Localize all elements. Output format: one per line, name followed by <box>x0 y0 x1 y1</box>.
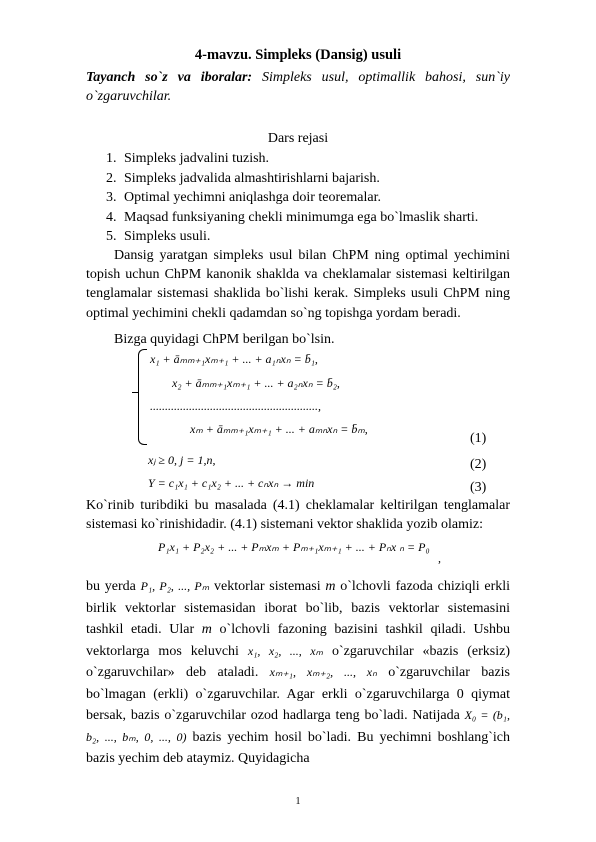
basis-text: o`zgaruvchilar bazis bo`lmagan (erkli) o`zgaruvchilar. Agar erkli o`zgaruvchilarga 0 qiymat bersak, bazis o`zgaruvchilar ozod hadlarga teng bo`ladi. Natijada <box>86 665 510 723</box>
dimension-m: m <box>201 622 212 637</box>
basis-text: bazis yechim hosil bo`ladi. Bu yechimni boshlang`ich bazis yechim deb ataymiz. Quyidagicha <box>86 729 510 766</box>
vector-equation-comma: , <box>438 551 441 565</box>
given-line: Bizga quyidagi ChPM berilgan bo`lsin. <box>114 332 335 347</box>
objective-function: Y = c₁x₁ + c₁x₂ + ... + cₙxₙ → min <box>148 476 315 490</box>
equation-number-1: (1) <box>470 431 487 446</box>
system-brace <box>138 349 147 445</box>
system-row-1: x₁ + āₘₘ₊₁xₘ₊₁ + ... + a₁ₙxₙ = b̄₁, <box>150 352 318 366</box>
keywords-label: Tayanch so`z va iboralar: <box>86 70 253 85</box>
plan-item: 3. Optimal yechimni aniqlashga doir teoremalar. <box>120 188 510 208</box>
basis-paragraph <box>86 576 510 770</box>
page-title: 4-mavzu. Simpleks (Dansig) usuli <box>194 47 402 63</box>
equation-number-3: (3) <box>470 480 487 495</box>
equation-number-2: (2) <box>470 457 487 472</box>
plan-item: 1. Simpleks jadvalini tuzish. <box>120 149 510 169</box>
plan-item: 2. Simpleks jadvalida almashtirishlarni bajarish. <box>120 169 510 189</box>
basis-text: bu yerda <box>86 579 136 594</box>
nonnegativity-condition: xⱼ ≥ 0, j = 1,n, <box>148 453 216 467</box>
system-brace-tip <box>132 392 138 393</box>
system-row-m: xₘ + āₘₘ₊₁xₘ₊₁ + ... + aₘₙxₙ = b̄ₘ, <box>190 422 368 436</box>
after-system-paragraph: Ko`rinib turibdiki bu masalada (4.1) cheklamalar keltirilgan tenglamalar sistemasi ko`rinishidadir. (4.1) sistemani vektor shaklida yozib olamiz: <box>86 498 510 533</box>
basis-text: o`lchovli fazoning bazisini tashkil qiladi. Ushbu vektorlarga mos keluvchi <box>86 622 511 659</box>
plan-list <box>86 149 510 247</box>
keywords-paragraph <box>86 68 510 106</box>
initial-basis-solution: X₀ = (b₁, b₂, ..., bₘ, 0, ..., 0) <box>86 708 510 744</box>
system-row-2: x₂ + āₘₘ₊₁xₘ₊₁ + ... + a₂ₙxₙ = b̄₂, <box>172 376 340 390</box>
keywords-text: Simpleks usul, optimallik bahosi, sun`iy o`zgaruvchilar. <box>86 70 510 105</box>
basis-vectors: P₁, P₂, ..., Pₘ <box>140 579 210 593</box>
system-dots: ........................................................, <box>150 399 321 413</box>
basis-text: vektorlar sistemasi <box>213 579 321 594</box>
vector-equation: P₁x₁ + P₂x₂ + ... + Pₘxₘ + Pₘ₊₁xₘ₊₁ + ... + Pₙx ₙ = P₀ <box>158 540 430 554</box>
dimension-m: m <box>325 579 336 594</box>
plan-item: 4. Maqsad funksiyaning chekli minimumga ega bo`lmaslik sharti. <box>120 208 510 228</box>
basis-text: o`zgaruvchilar «bazis (erksiz) o`zgaruvchilar» deb ataladi. <box>86 643 511 680</box>
intro-paragraph: Dansig yaratgan simpleks usul bilan ChPM ning optimal yechimini topish uchun ChPM kanonik shaklda va cheklamalar sistemasi keltirilgan tenglamalar sistemasi shaklida bo`lishi kerak. Simpleks usuli ChPM ning optimal yechimini chekli qadamdan so`ng topishga yordam beradi. <box>86 248 510 321</box>
free-variables: xₘ₊₁, xₘ₊₂, ..., xₙ <box>269 665 377 679</box>
basis-variables: x₁, x₂, ..., xₘ <box>247 643 324 658</box>
plan-heading: Dars rejasi <box>267 131 329 146</box>
plan-item: 5. Simpleks usuli. <box>120 227 510 247</box>
basis-text: o`lchovli fazoda chiziqli erkli birlik vektorlar sistemasidan iborat bo`lib, bazis vektorlar sistemasini tashkil etadi. Ular <box>86 579 511 637</box>
page-number: 1 <box>295 796 301 807</box>
